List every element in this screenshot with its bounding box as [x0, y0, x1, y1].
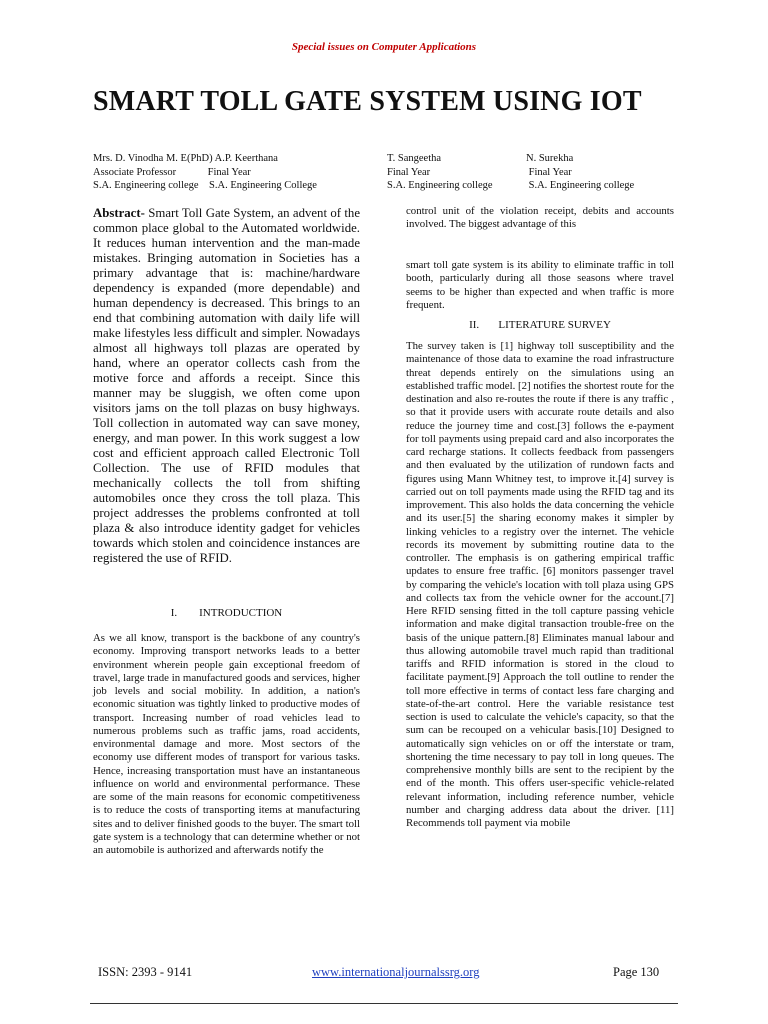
footer-url-wrapper	[312, 965, 479, 980]
footer-url-link[interactable]: www.internationaljournalssrg.org	[312, 965, 480, 979]
introduction-column	[93, 632, 360, 857]
author-block-1: Mrs. D. Vinodha M. E(PhD) A.P. Keerthana Associate Professor Final Year S.A. Engineering college S.A. Engineering College	[93, 153, 317, 191]
author-block-2: T. Sangeetha Final Year S.A. Engineering college	[387, 153, 493, 191]
abstract-text: Smart Toll Gate System, an advent of the common place global to the Automated worldwide. It reduces human intervention and the man-made mistakes. Bringing automation in Societies has a primary advantage that is: machine/hardware dependency is expanded (more dependable) and human dependency is decreased. This brings to an end that combining automation with daily life will make lifestyles less difficult and simpler. Nowadays almost all highways toll plazas are operated by hand, where an operator collects cash from the motive force and affords a receipt. Since this manner may be sluggish, we often come upon visitors jams on the toll plazas on busy highways. Toll collection in automated way can save money, energy, and man power. In this work suggest a low cost and efficient approach called Electronic Toll Collection. The use of RFID modules that mechanically collects the toll from shifting automobiles once they cross the toll plaza. This project addresses the problems confronted at toll plaza & also introduce identity gadget for vehicles towards which stolen and coincidence instances are registered the use of RFID.	[93, 206, 360, 565]
advantage-paragraph: smart toll gate system is its ability to eliminate traffic in toll booth, particularly during all those seasons where travel seems to be higher than expected and when traffic is more frequent.	[406, 259, 674, 311]
right-column-para2	[406, 259, 674, 312]
journal-header-note: Special issues on Computer Applications	[291, 41, 477, 53]
section-heading-literature-survey: II. LITERATURE SURVEY	[469, 319, 611, 331]
introduction-paragraph: As we all know, transport is the backbone of any country's economy. Improving transport networks leads to a better environment wherein people gain exceptional freedom of travel, large trade in manufactured goods and services, higher job levels and social mobility. In addition, a nation's economic situation was tightly linked to productive modes of transport. Increasing number of road vehicles lead to numerous problems such as traffic jams, road accidents, environmental damage and more. Most sectors of the economy use different modes of transport for various tasks. Hence, increasing transportation must have an instantaneous influence on world and environmental performance. These are some of the main reasons for economic competitiveness is to reduce the costs of transporting items at manufacturing sites and to deliver finished goods to the buyer. The smart toll gate system is a technology that can determine whether or not an automobile is authorized and afterwards notify the	[93, 632, 360, 856]
literature-survey-paragraph: The survey taken is [1] highway toll susceptibility and the maintenance of those data to examine the road infrastructure threat depends entirely on the simulations using an established traffic model. [2] notifies the shortest route for the destination and also re-routes the route if there is any traffic , so that it provide users with accurate route details and also reduce the journey time and cost.[3] follows the e-payment for toll payments using prepaid card and also incorporates the card recharge stations. It collects feedback from passengers and then evaluated by the utilization of rundown facts and figures using Mann Whitney test, to improve it.[4] survey is carried out on toll payments made using the RFID tag and its improvement. This also holds the data concerning the vehicle and its user.[5] the sharing economy makes it simpler by linking vehicles to a registry over the internet. The vehicle records its movement by submitting routine data to the controller. The emphasis is on gathering empirical traffic updates to ensure free traffic. [6] monitors passenger travel by comparing the vehicle's location with toll plaza using GPS and collects tax from the vehicle owner for the account.[7] Here RFID sensing fitted in the toll capture passing vehicle information and make digital transaction trouble-free on the basis of the unique pattern.[8] Eliminates manual labour and thus allowing automobile travel much rapid than traditional tariffs and RFID information is stored in the cloud to facilitate payment.[9] Approach the toll outline to render the toll more effective in terms of contact less fare charging and state-of-the-art control. Here the variable resistance test section is used to calculate the vehicle's capacity, so that the sum can be recouped on a vehicular basis.[10] Designed to automatically sign vehicles on or off the interstate or tram, shortening the time necessary to pay toll in long queues. The comprehensive monthly bills are sent to the recipient by the end of the month. This offers user-specific vehicle-related relevant information, including reference number, vehicle number and charging address data about the driver. [11] Recommends toll payment via mobile	[406, 340, 674, 829]
section-heading-introduction: I. INTRODUCTION	[170, 607, 283, 619]
introduction-continued-paragraph: control unit of the violation receipt, debits and accounts involved. The biggest advantage of this	[406, 205, 674, 231]
abstract	[93, 206, 360, 566]
abstract-label: Abstract-	[93, 206, 145, 220]
author-block-3: N. Surekha Final Year S.A. Engineering college	[526, 153, 635, 191]
right-column-top	[406, 205, 674, 232]
literature-survey-column	[406, 340, 674, 830]
paper-title: SMART TOLL GATE SYSTEM USING IOT	[93, 86, 642, 117]
footer-page-number: Page 130	[613, 965, 660, 979]
footer-divider	[90, 1003, 678, 1004]
footer-issn: ISSN: 2393 - 9141	[98, 965, 193, 979]
